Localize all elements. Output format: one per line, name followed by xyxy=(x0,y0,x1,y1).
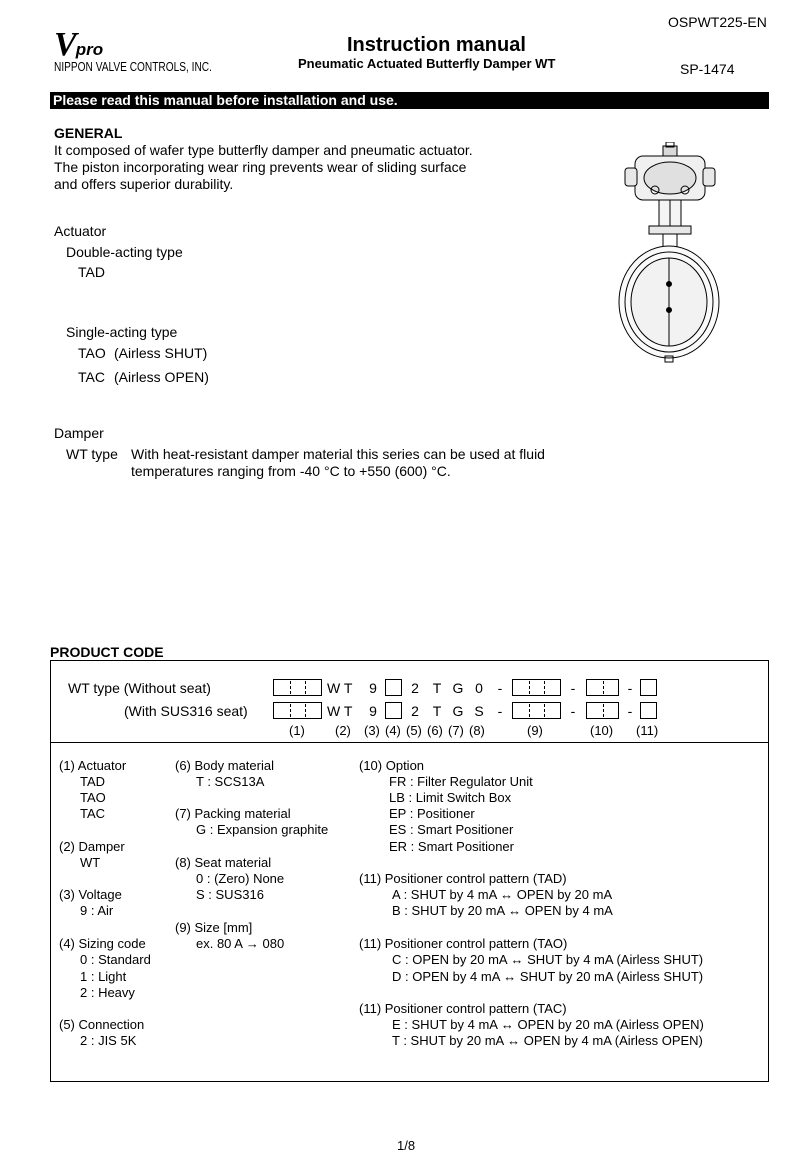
position-number: (8) xyxy=(469,723,485,738)
code-char-packing: G xyxy=(452,680,464,696)
code-char-voltage: 9 xyxy=(369,680,377,696)
position-number: (11) xyxy=(636,723,659,738)
legend-item: TAD xyxy=(80,774,106,789)
row2-label: (With SUS316 seat) xyxy=(124,703,248,719)
legend-heading: (5) Connection xyxy=(59,1017,145,1032)
legend-heading: (1) Actuator xyxy=(59,758,127,773)
general-line: The piston incorporating wear ring prevents wear of sliding surface xyxy=(54,159,467,175)
code-char-seat: S xyxy=(474,703,484,719)
code-divider xyxy=(51,742,768,743)
legend-item: 2 : JIS 5K xyxy=(80,1033,137,1048)
code-char-body: T xyxy=(432,680,442,696)
code-char-seat: 0 xyxy=(475,680,483,696)
code-dash: - xyxy=(627,703,633,719)
spec-code: SP-1474 xyxy=(680,61,735,77)
double-acting-heading: Double-acting type xyxy=(66,244,183,260)
actuator-heading: Actuator xyxy=(54,223,107,239)
tao-description: (Airless SHUT) xyxy=(114,345,208,361)
legend-item: B : SHUT by 20 mA ↔ OPEN by 4 mA xyxy=(392,903,613,918)
legend-item: G : Expansion graphite xyxy=(196,822,329,837)
legend-item: ER : Smart Positioner xyxy=(389,839,514,854)
code-box-sizing xyxy=(385,702,402,719)
logo-company-name: NIPPON VALVE CONTROLS, INC. xyxy=(54,59,212,74)
document-code: OSPWT225-EN xyxy=(668,14,767,30)
position-number: (2) xyxy=(335,723,351,738)
legend-item: D : OPEN by 4 mA ↔ SHUT by 20 mA (Airless SHUT) xyxy=(392,969,704,984)
code-dash: - xyxy=(627,680,633,696)
general-line: It composed of wafer type butterfly damper and pneumatic actuator. xyxy=(54,142,473,158)
code-char-wt: W T xyxy=(327,680,353,696)
legend-heading: (11) Positioner control pattern (TAO) xyxy=(359,936,568,951)
legend-item: EP : Positioner xyxy=(389,806,475,821)
code-char-packing: G xyxy=(452,703,464,719)
tad-code: TAD xyxy=(78,264,105,280)
legend-heading: (4) Sizing code xyxy=(59,936,146,951)
damper-type-label: WT type xyxy=(66,446,118,462)
code-box-sizing xyxy=(385,679,402,696)
general-heading: GENERAL xyxy=(54,125,123,141)
code-box-actuator xyxy=(273,702,322,719)
legend-heading: (11) Positioner control pattern (TAC) xyxy=(359,1001,567,1016)
code-char-voltage: 9 xyxy=(369,703,377,719)
legend-item: 0 : (Zero) None xyxy=(196,871,285,886)
code-dash: - xyxy=(570,680,576,696)
single-acting-heading: Single-acting type xyxy=(66,324,178,340)
legend-heading: (2) Damper xyxy=(59,839,125,854)
code-box-option xyxy=(586,702,619,719)
legend-heading: (11) Positioner control pattern (TAD) xyxy=(359,871,567,886)
legend-item: 9 : Air xyxy=(80,903,114,918)
legend-item: ex. 80 A → 080 xyxy=(196,936,285,951)
legend-item: T : SHUT by 20 mA ↔ OPEN by 4 mA (Airless OPEN) xyxy=(392,1033,703,1048)
legend-heading: (10) Option xyxy=(359,758,425,773)
legend-item: TAC xyxy=(80,806,106,821)
legend-item: A : SHUT by 4 mA ↔ OPEN by 20 mA xyxy=(392,887,613,902)
code-char-body: T xyxy=(432,703,442,719)
position-number: (10) xyxy=(590,723,614,738)
code-char-connection: 2 xyxy=(411,680,419,696)
page-title: Instruction manual xyxy=(347,34,526,56)
legend-item: T : SCS13A xyxy=(196,774,265,789)
legend-item: 2 : Heavy xyxy=(80,985,135,1000)
legend-item: 0 : Standard xyxy=(80,952,151,967)
code-box-pattern xyxy=(640,702,657,719)
butterfly-damper-illustration xyxy=(605,142,735,364)
damper-heading: Damper xyxy=(54,425,104,441)
notice-banner: Please read this manual before installation and use. xyxy=(50,92,769,109)
code-box-option xyxy=(586,679,619,696)
position-number: (7) xyxy=(448,723,464,738)
damper-description-line: temperatures ranging from -40 °C to +550 (600) °C. xyxy=(131,463,451,479)
position-number: (4) xyxy=(385,723,401,738)
legend-heading: (8) Seat material xyxy=(175,855,272,870)
tac-description: (Airless OPEN) xyxy=(114,369,209,385)
legend-item: 1 : Light xyxy=(80,969,127,984)
position-number: (3) xyxy=(364,723,380,738)
code-char-connection: 2 xyxy=(411,703,419,719)
position-number: (5) xyxy=(406,723,422,738)
damper-description-line: With heat-resistant damper material this series can be used at fluid xyxy=(131,446,545,462)
tao-code: TAO xyxy=(78,345,106,361)
code-dash: - xyxy=(497,703,503,719)
legend-item: C : OPEN by 20 mA ↔ SHUT by 4 mA (Airless SHUT) xyxy=(392,952,704,967)
position-number: (6) xyxy=(427,723,443,738)
code-box-size xyxy=(512,679,561,696)
logo-brand: Vpro xyxy=(54,26,104,63)
legend-heading: (9) Size [mm] xyxy=(175,920,253,935)
legend-item: S : SUS316 xyxy=(196,887,264,902)
legend-item: TAO xyxy=(80,790,106,805)
general-line: and offers superior durability. xyxy=(54,176,234,192)
code-dash: - xyxy=(570,703,576,719)
legend-heading: (6) Body material xyxy=(175,758,274,773)
position-number: (1) xyxy=(289,723,305,738)
legend-item: LB : Limit Switch Box xyxy=(389,790,512,805)
code-box-actuator xyxy=(273,679,322,696)
row1-label: WT type (Without seat) xyxy=(68,680,211,696)
legend-item: ES : Smart Positioner xyxy=(389,822,514,837)
legend-item: FR : Filter Regulator Unit xyxy=(389,774,533,789)
company-logo xyxy=(54,28,224,76)
code-box-pattern xyxy=(640,679,657,696)
position-number: (9) xyxy=(527,723,543,738)
page-subtitle: Pneumatic Actuated Butterfly Damper WT xyxy=(298,56,556,71)
code-char-wt: W T xyxy=(327,703,353,719)
page-number: 1/8 xyxy=(397,1138,416,1153)
legend-heading: (7) Packing material xyxy=(175,806,291,821)
legend-item: E : SHUT by 4 mA ↔ OPEN by 20 mA (Airless OPEN) xyxy=(392,1017,704,1032)
code-box-size xyxy=(512,702,561,719)
product-code-heading: PRODUCT CODE xyxy=(50,644,164,660)
tac-code: TAC xyxy=(78,369,105,385)
legend-item: WT xyxy=(80,855,101,870)
code-dash: - xyxy=(497,680,503,696)
legend-heading: (3) Voltage xyxy=(59,887,122,902)
